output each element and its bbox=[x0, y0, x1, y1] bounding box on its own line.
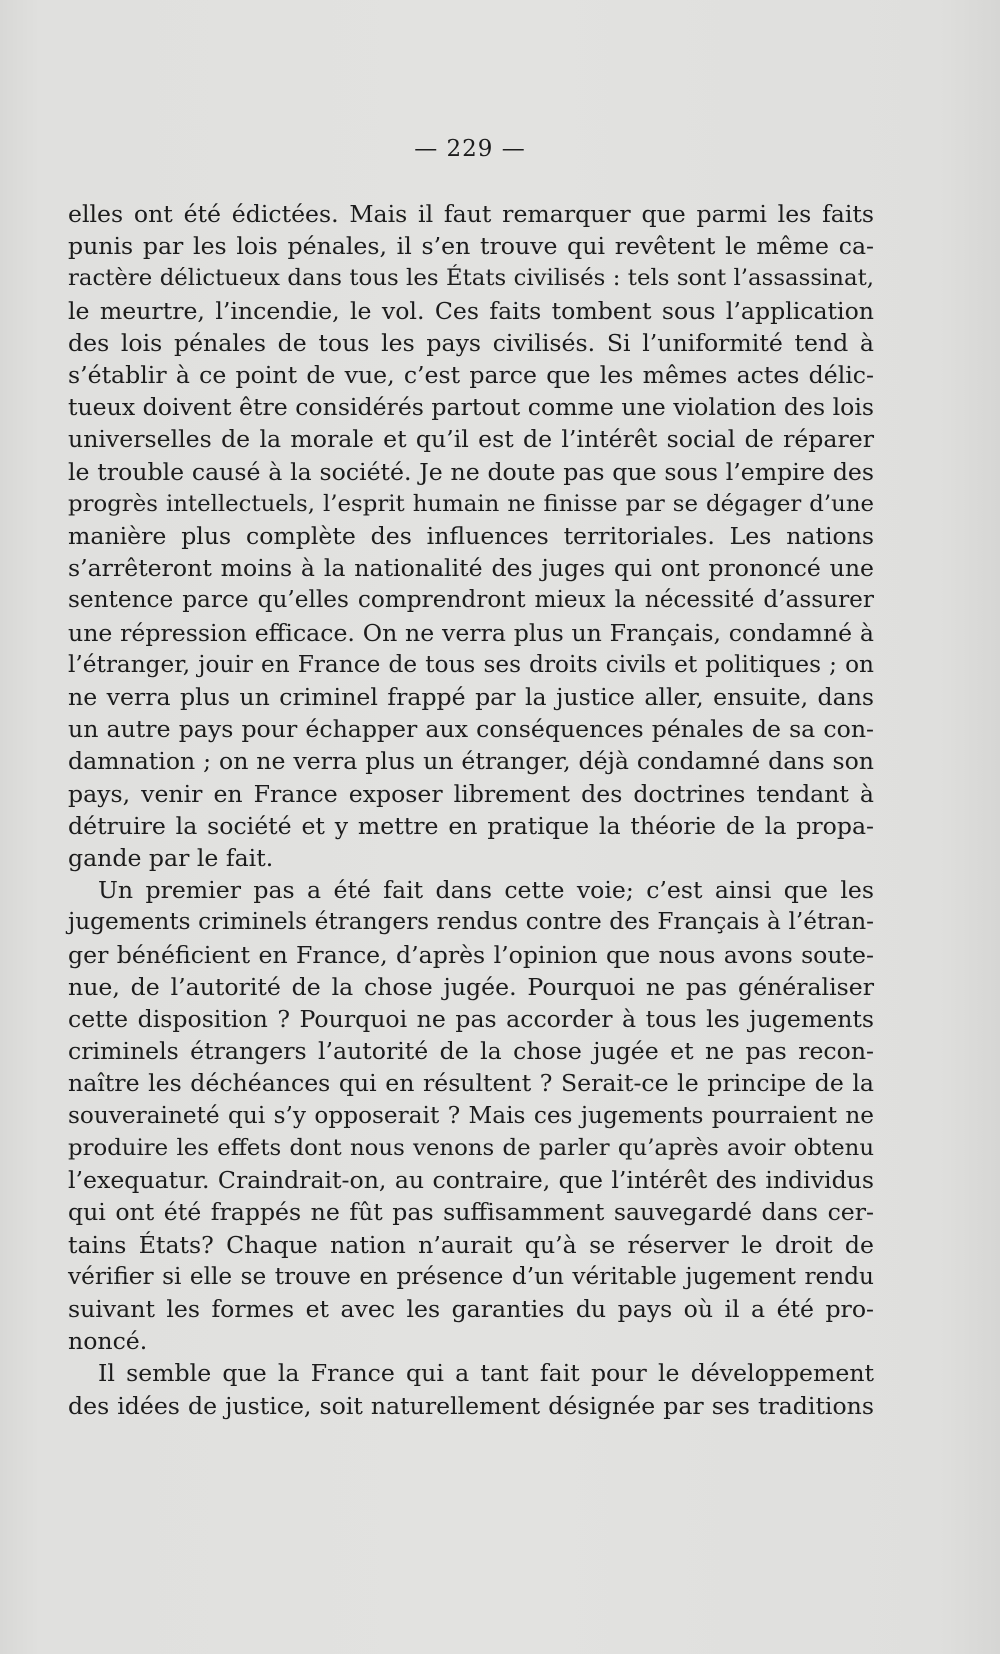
text-line: elles ont été édictées. Mais il faut remarquer que parmi les faits bbox=[68, 200, 874, 228]
text-line: nue, de l’autorité de la chose jugée. Pourquoi ne pas généraliser bbox=[68, 972, 874, 1001]
text-line: gande par le fait. bbox=[68, 844, 274, 873]
text-line: ractère délictueux dans tous les États civilisés : tels sont l’assassinat, bbox=[68, 265, 874, 292]
text-line: noncé. bbox=[68, 1327, 148, 1356]
text-line: un autre pays pour échapper aux conséquences pénales de sa con- bbox=[68, 715, 874, 744]
text-line: des lois pénales de tous les pays civilisés. Si l’uniformité tend à bbox=[68, 328, 874, 357]
text-line: une répression efficace. On ne verra plus un Français, condamné à bbox=[68, 618, 874, 647]
text-line: criminels étrangers l’autorité de la chose jugée et ne pas recon- bbox=[68, 1037, 874, 1066]
body-text bbox=[68, 198, 874, 1422]
text-line: progrès intellectuels, l’esprit humain ne finisse par se dégager d’une bbox=[68, 490, 874, 517]
text-line: qui ont été frappés ne fût pas suffisamment sauvegardé dans cer- bbox=[68, 1198, 874, 1227]
text-line: punis par les lois pénales, il s’en trouve qui revêtent le même ca- bbox=[68, 232, 874, 261]
text-line: s’arrêteront moins à la nationalité des juges qui ont prononcé une bbox=[68, 554, 874, 583]
text-line: sentence parce qu’elles comprendront mieux la nécessité d’assurer bbox=[68, 586, 874, 614]
text-line: damnation ; on ne verra plus un étranger, déjà condamné dans son bbox=[68, 747, 874, 776]
text-line: des idées de justice, soit naturellement désignée par ses traditions bbox=[68, 1391, 874, 1420]
text-line: pays, venir en France exposer librement des doctrines tendant à bbox=[68, 779, 874, 808]
text-line: tueux doivent être considérés partout comme une violation des lois bbox=[68, 393, 874, 422]
text-line: détruire la société et y mettre en pratique la théorie de la propa- bbox=[68, 811, 874, 840]
text-line: universelles de la morale et qu’il est de l’intérêt social de réparer bbox=[68, 425, 874, 454]
text-line: souveraineté qui s’y opposerait ? Mais ces jugements pourraient ne bbox=[68, 1101, 874, 1129]
text-line: le trouble causé à la société. Je ne doute pas que sous l’empire des bbox=[68, 457, 874, 486]
text-line: ne verra plus un criminel frappé par la justice aller, ensuite, dans bbox=[68, 683, 874, 712]
text-line: jugements criminels étrangers rendus contre des Français à l’étran- bbox=[68, 908, 874, 936]
text-line: naître les déchéances qui en résultent ? Serait-ce le principe de la bbox=[68, 1069, 874, 1098]
text-line: suivant les formes et avec les garanties du pays où il a été pro- bbox=[68, 1294, 874, 1323]
text-line: Un premier pas a été fait dans cette voie; c’est ainsi que les bbox=[98, 876, 874, 905]
text-line: cette disposition ? Pourquoi ne pas accorder à tous les jugements bbox=[68, 1005, 874, 1034]
text-line: manière plus complète des influences territoriales. Les nations bbox=[68, 522, 874, 551]
text-line: Il semble que la France qui a tant fait pour le développement bbox=[98, 1359, 874, 1388]
text-line: ger bénéficient en France, d’après l’opinion que nous avons soute- bbox=[68, 940, 874, 969]
text-line: s’établir à ce point de vue, c’est parce que les mêmes actes délic- bbox=[68, 361, 874, 390]
text-line: tains États? Chaque nation n’aurait qu’à se réserver le droit de bbox=[68, 1230, 874, 1259]
text-line: produire les effets dont nous venons de parler qu’après avoir obtenu bbox=[68, 1134, 874, 1161]
text-line: le meurtre, l’incendie, le vol. Ces faits tombent sous l’application bbox=[68, 296, 874, 325]
page-number: — 229 — bbox=[414, 136, 526, 162]
text-line: l’exequatur. Craindrait-on, au contraire, que l’intérêt des individus bbox=[68, 1166, 874, 1195]
text-line: l’étranger, jouir en France de tous ses droits civils et politiques ; on bbox=[68, 650, 874, 678]
text-line: vérifier si elle se trouve en présence d’un véritable jugement rendu bbox=[68, 1262, 874, 1290]
